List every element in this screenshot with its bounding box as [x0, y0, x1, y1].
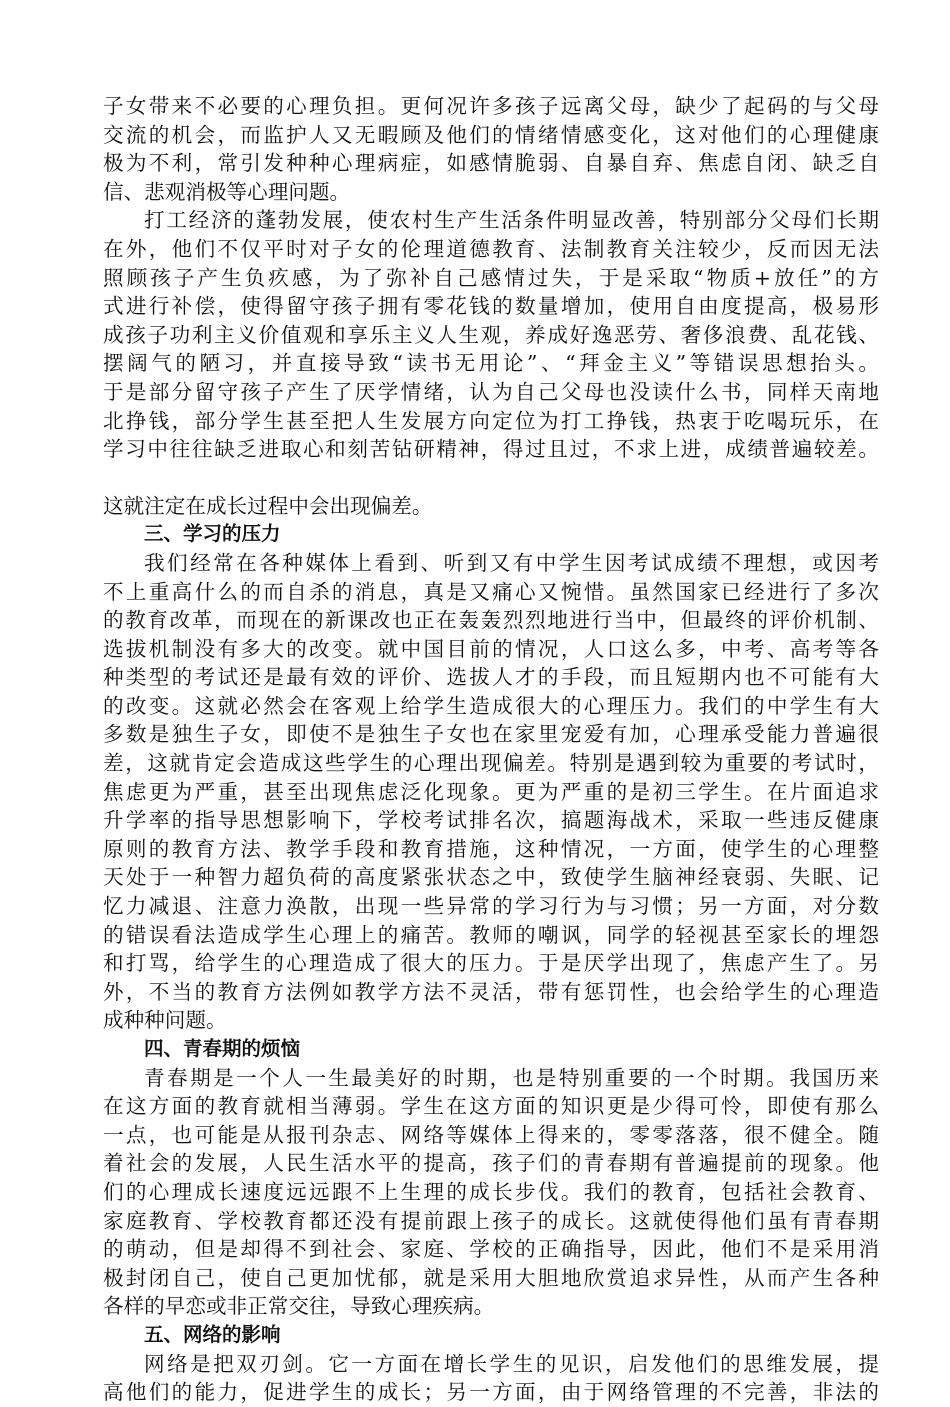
paragraph-labor-economy — [103, 206, 879, 463]
text-line: 极为不利，常引发种种心理病症，如感情脆弱、自暴自弃、焦虑自闭、缺乏自 — [103, 151, 879, 176]
text-line: 北挣钱，部分学生甚至把人生发展方向定位为打工挣钱，热衷于吃喝玩乐，在 — [103, 408, 879, 433]
text-line: 摆阔气的陋习，并直接导致“读书无用论”、“拜金主义”等错误思想抬头。 — [103, 351, 879, 376]
text-line: 外，不当的教育方法例如教学方法不灵活，带有惩罚性，也会给学生的心理造 — [103, 979, 879, 1004]
text-line: 于是部分留守孩子产生了厌学情绪，认为自己父母也没读什么书，同样天南地 — [103, 379, 879, 404]
text-line: 信、悲观消极等心理问题。 — [103, 179, 351, 204]
text-line: 不上重高什么的而自杀的消息，真是又痛心又惋惜。虽然国家已经进行了多次 — [103, 579, 879, 604]
text-line: 我们经常在各种媒体上看到、听到又有中学生因考试成绩不理想，或因考 — [144, 550, 879, 575]
text-line: 交流的机会，而监护人又无暇顾及他们的情绪情感变化，这对他们的心理健康 — [103, 122, 879, 147]
text-line: 选拔机制没有多大的改变。就中国目前的情况，人口这么多，中考、高考等各 — [103, 636, 879, 661]
text-line: 原则的教育方法、教学手段和教育措施，这种情况，一方面，使学生的心理整 — [103, 836, 879, 861]
text-line: 学习中往往缺乏进取心和刻苦钻研精神，得过且过，不求上进，成绩普遍较差。 — [103, 437, 879, 462]
text-line: 极封闭自己，使自己更加忧郁，就是采用大胆地欣赏追求异性，从而产生各种 — [103, 1265, 879, 1290]
section-heading-network: 五、网络的影响 — [144, 1322, 281, 1346]
text-line: 打工经济的蓬勃发展，使农村生产生活条件明显改善，特别部分父母们长期 — [144, 208, 879, 233]
text-line: 照顾孩子产生负疚感，为了弥补自己感情过失，于是采取“物质+放任”的方 — [103, 265, 879, 290]
text-line: 家庭教育、学校教育都还没有提前跟上孩子的成长。这就使得他们虽有青春期 — [103, 1208, 879, 1233]
section-heading-study-pressure: 三、学习的压力 — [144, 522, 281, 546]
text-line: 的萌动，但是却得不到社会、家庭、学校的正确指导，因此，他们不是采用消 — [103, 1237, 879, 1262]
paragraph-puberty — [103, 1064, 879, 1321]
text-line: 种类型的考试还是最有效的评价、选拔人才的手段，而且短期内也不可能有大 — [103, 665, 879, 690]
text-line: 网络是把双刃剑。它一方面在增长学生的见识，启发他们的思维发展，提 — [144, 1351, 879, 1376]
text-line: 焦虑更为严重，甚至出现焦虑泛化现象。更为严重的是初三学生。在片面追求 — [103, 779, 879, 804]
text-line: 着社会的发展，人民生活水平的提高，孩子们的青春期有普遍提前的现象。他 — [103, 1151, 879, 1176]
text-line: 的改变。这就必然会在客观上给学生造成很大的心理压力。我们的中学生有大 — [103, 693, 879, 718]
paragraph-network — [103, 1350, 879, 1407]
text-line: 天处于一种智力超负荷的高度紧张状态之中，致使学生脑神经衰弱、失眠、记 — [103, 865, 879, 890]
paragraph-continuation — [103, 92, 879, 206]
section-heading-puberty: 四、青春期的烦恼 — [144, 1037, 301, 1060]
text-line: 一点，也可能是从报刊杂志、网络等媒体上得来的，零零落落，很不健全。随 — [103, 1122, 879, 1147]
text-line: 在这方面的教育就相当薄弱。学生在这方面的知识更是少得可怜，即使有那么 — [103, 1094, 879, 1119]
text-line: 高他们的能力，促进学生的成长；另一方面，由于网络管理的不完善，非法的 — [103, 1380, 879, 1405]
text-line: 在外，他们不仅平时对子女的伦理道德教育、法制教育关注较少，反而因无法 — [103, 236, 879, 261]
text-line: 成孩子功利主义价值观和享乐主义人生观，养成好逸恶劳、奢侈浪费、乱花钱、 — [103, 322, 879, 347]
text-line: 式进行补偿，使得留守孩子拥有零花钱的数量增加，使用自由度提高，极易形 — [103, 294, 879, 319]
text-line: 的错误看法造成学生心理上的痛苦。教师的嘲讽，同学的轻视甚至家长的埋怨 — [103, 922, 879, 947]
paragraph-deviation — [103, 492, 879, 521]
text-line: 各样的早恋或非正常交往，导致心理疾病。 — [103, 1294, 495, 1319]
paragraph-gap — [103, 464, 879, 492]
text-line: 成种种问题。 — [103, 1008, 227, 1033]
text-line: 青春期是一个人一生最美好的时期，也是特别重要的一个时期。我国历来 — [144, 1065, 879, 1090]
text-line: 多数是独生子女，即使不是独生子女也在家里宠爱有加，心理承受能力普遍很 — [103, 722, 879, 747]
text-line: 们的心理成长速度远远跟不上生理的成长步伐。我们的教育，包括社会教育、 — [103, 1179, 879, 1204]
document-page — [103, 92, 879, 1407]
text-line: 子女带来不必要的心理负担。更何况许多孩子远离父母，缺少了起码的与父母 — [103, 94, 879, 118]
text-line: 差，这就肯定会造成这些学生的心理出现偏差。特别是遇到较为重要的考试时， — [103, 751, 879, 776]
text-line: 这就注定在成长过程中会出现偏差。 — [103, 493, 433, 518]
text-line: 忆力减退、注意力涣散，出现一些异常的学习行为与习惯；另一方面，对分数 — [103, 894, 879, 919]
paragraph-study-pressure — [103, 549, 879, 1035]
text-line: 和打骂，给学生的心理造成了很大的压力。于是厌学出现了，焦虑产生了。另 — [103, 951, 879, 976]
text-line: 升学率的指导思想影响下，学校考试排名次，搞题海战术，采取一些违反健康 — [103, 808, 879, 833]
text-line: 的教育改革，而现在的新课改也正在轰轰烈烈地进行当中，但最终的评价机制、 — [103, 608, 879, 633]
